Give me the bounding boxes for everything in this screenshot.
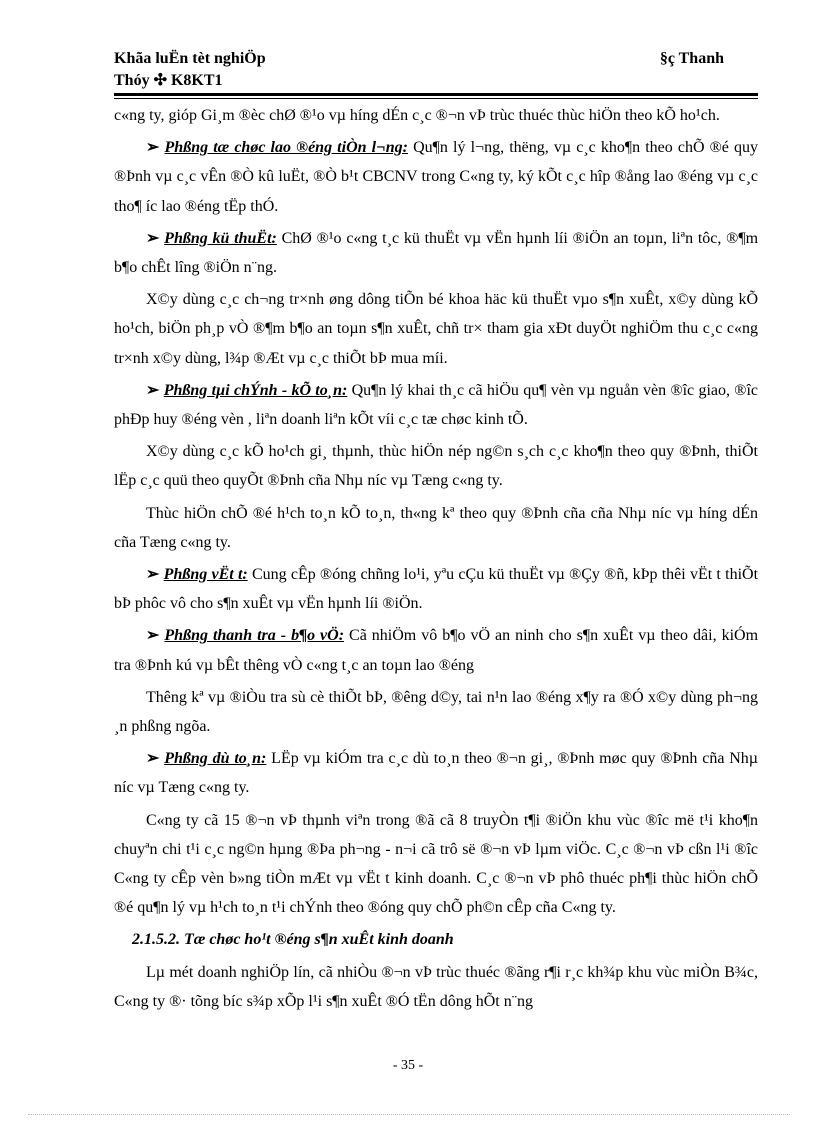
paragraph — [114, 437, 758, 495]
paragraph-text: Thêng kª vµ ®iÒu tra sù cè thiÕt bÞ, ®êng d©y, tai n¹n lao ®éng x¶y ra ®Ó x©y dùng ph¬ng ¸n phßng ngõa. — [114, 688, 758, 736]
header-row-2 — [114, 70, 758, 92]
header-subtitle: Thóy ✣ K8KT1 — [114, 72, 223, 89]
section-paragraph — [114, 376, 758, 434]
paragraph-text: X©y dùng c¸c kÕ ho¹ch gi¸ thµnh, thùc hiÖn nép ng©n s¸ch c¸c kho¶n theo quy ®Þnh, thiÕt lËp c¸c quü theo quyÕt ®Þnh cña Nhµ níc vµ Tæng c«ng ty. — [114, 443, 758, 490]
header-rule-thick — [114, 93, 758, 96]
section-text: Cung cÊp ®óng chñng lo¹i, yªu cÇu kü thuËt vµ ®Çy ®ñ, kÞp thêi vËt t thiÕt bÞ phôc vô cho s¶n xuÊt vµ vËn hµnh líi ®iÖn. — [114, 566, 759, 613]
arrow-bullet-icon: ➢ — [146, 627, 160, 645]
page-bottom-border — [28, 1114, 790, 1115]
section-title: Phßng dù to¸n: — [164, 750, 267, 768]
arrow-bullet-icon: ➢ — [146, 566, 160, 584]
paragraph — [114, 499, 758, 557]
paragraph-text: C«ng ty cã 15 ®¬n vÞ thµnh viªn trong ®ã cã 8 truyÒn t¶i ®iÖn khu vùc ®îc më t¹i kho¶n chuyªn chi t¹i c¸c ng©n hµng ®Þa ph¬ng - n¬i cã trô së ®¬n vÞ lµm viÖc. C¸c ®¬n vÞ cßn l¹i ®îc C«ng ty cÊp vèn b»ng tiÒn mÆt vµ vËt t kinh doanh. C¸c ®¬n vÞ phô thuéc ph¶i thùc hiÖn chÕ ®é qu¶n lý vµ h¹ch to¸n t¹i chÝnh theo ®óng quy chÕ ph©n cÊp cña C«ng ty. — [114, 811, 758, 917]
section-paragraph — [114, 133, 758, 221]
section-paragraph — [114, 744, 758, 802]
header-author: §ç Thanh — [659, 50, 724, 67]
header-rule-thin — [114, 98, 758, 99]
section-title: Phßng vËt t: — [163, 566, 248, 584]
section-title: Phßng tµi chÝnh - kÕ to¸n: — [163, 381, 348, 399]
paragraph — [114, 806, 758, 923]
document-body — [114, 101, 758, 1019]
arrow-bullet-icon: ➢ — [146, 750, 160, 768]
paragraph — [114, 958, 758, 1016]
paragraph-text: X©y dùng c¸c ch¬ng tr×nh øng dông tiÕn bé khoa häc kü thuËt vµo s¶n xuÊt, x©y dùng kÕ ho¹ch, biÖn ph¸p vÒ ®¶m b¶o an toµn s¶n xuÊt, chñ tr× tham gia xÐt duyÖt nghiÖm thu c¸c c«ng tr×nh x©y dùng, l¾p ®Æt vµ c¸c thiÕt bÞ mua míi. — [114, 291, 758, 367]
section-title: Phßng thanh tra - b¶o vÖ: — [164, 627, 345, 645]
section-text: LËp vµ kiÓm tra c¸c dù to¸n theo ®¬n gi¸, ®Þnh møc quy ®Þnh cña Nhµ níc vµ Tæng c«ng ty. — [114, 750, 759, 797]
section-title: Phßng kü thuËt: — [164, 229, 277, 247]
section-text: Qu¶n lý l¬ng, thëng, vµ c¸c kho¶n theo chÕ ®é quy ®Þnh vµ c¸c vÊn ®Ò kû luËt, ®Ò b¹t CBCNV trong C«ng ty, ký kÕt c¸c hîp ®ång lao ®éng vµ c¸c tho¶ íc lao ®éng tËp thÓ. — [114, 139, 759, 215]
section-text: Qu¶n lý khai th¸c cã hiÖu qu¶ vèn vµ nguån vèn ®îc giao, ®îc phÐp huy ®éng vèn , liªn doanh liªn kÕt víi c¸c tæ chøc kinh tÕ. — [114, 381, 758, 429]
arrow-bullet-icon: ➢ — [146, 229, 160, 247]
section-title: Phßng tæ chøc lao ®éng tiÒn l¬ng: — [164, 139, 409, 157]
paragraph — [114, 285, 758, 373]
paragraph-text: Lµ mét doanh nghiÖp lín, cã nhiÒu ®¬n vÞ trùc thuéc ®ãng r¶i r¸c kh¾p khu vùc miÒn B¾c, C«ng ty ®· tõng bíc s¾p xÕp l¹i s¶n xuÊt ®Ó tËn dông hÕt n¨ng — [114, 963, 758, 1010]
header-row-1 — [114, 48, 758, 70]
arrow-bullet-icon: ➢ — [146, 381, 160, 399]
section-text: Cã nhiÖm vô b¶o vÖ an ninh cho s¶n xuÊt vµ theo dâi, kiÓm tra ®Þnh kú vµ bÊt thêng vÒ c«ng t¸c an toµn lao ®éng — [114, 627, 759, 674]
section-text: ChØ ®¹o c«ng t¸c kü thuËt vµ vËn hµnh líi ®iÖn an toµn, liªn tôc, ®¶m b¶o chÊt lîng ®iÖn n¨ng. — [114, 229, 759, 277]
paragraph-text: Thùc hiÖn chÕ ®é h¹ch to¸n kÕ to¸n, th«ng kª theo quy ®Þnh cña cña Nhµ níc vµ híng dÉn cña Tæng c«ng ty. — [114, 504, 758, 551]
arrow-bullet-icon: ➢ — [146, 139, 160, 157]
section-paragraph — [114, 224, 758, 282]
subsection-heading-text: 2.1.5.2. Tæ chøc ho¹t ®éng s¶n xuÊt kinh doanh — [132, 931, 454, 949]
paragraph-text: c«ng ty, gióp Gi¸m ®èc chØ ®¹o vµ híng dÉn c¸c ®¬n vÞ trùc thuéc thùc hiÖn theo kÕ ho¹ch. — [114, 107, 720, 124]
page-header — [114, 48, 758, 92]
paragraph — [114, 101, 758, 130]
section-paragraph — [114, 621, 758, 679]
header-title: Khãa luËn tèt nghiÖp — [114, 50, 266, 67]
page-number: - 35 - — [392, 1058, 424, 1073]
subsection-heading — [132, 925, 758, 954]
paragraph — [114, 683, 758, 741]
section-paragraph — [114, 560, 758, 618]
